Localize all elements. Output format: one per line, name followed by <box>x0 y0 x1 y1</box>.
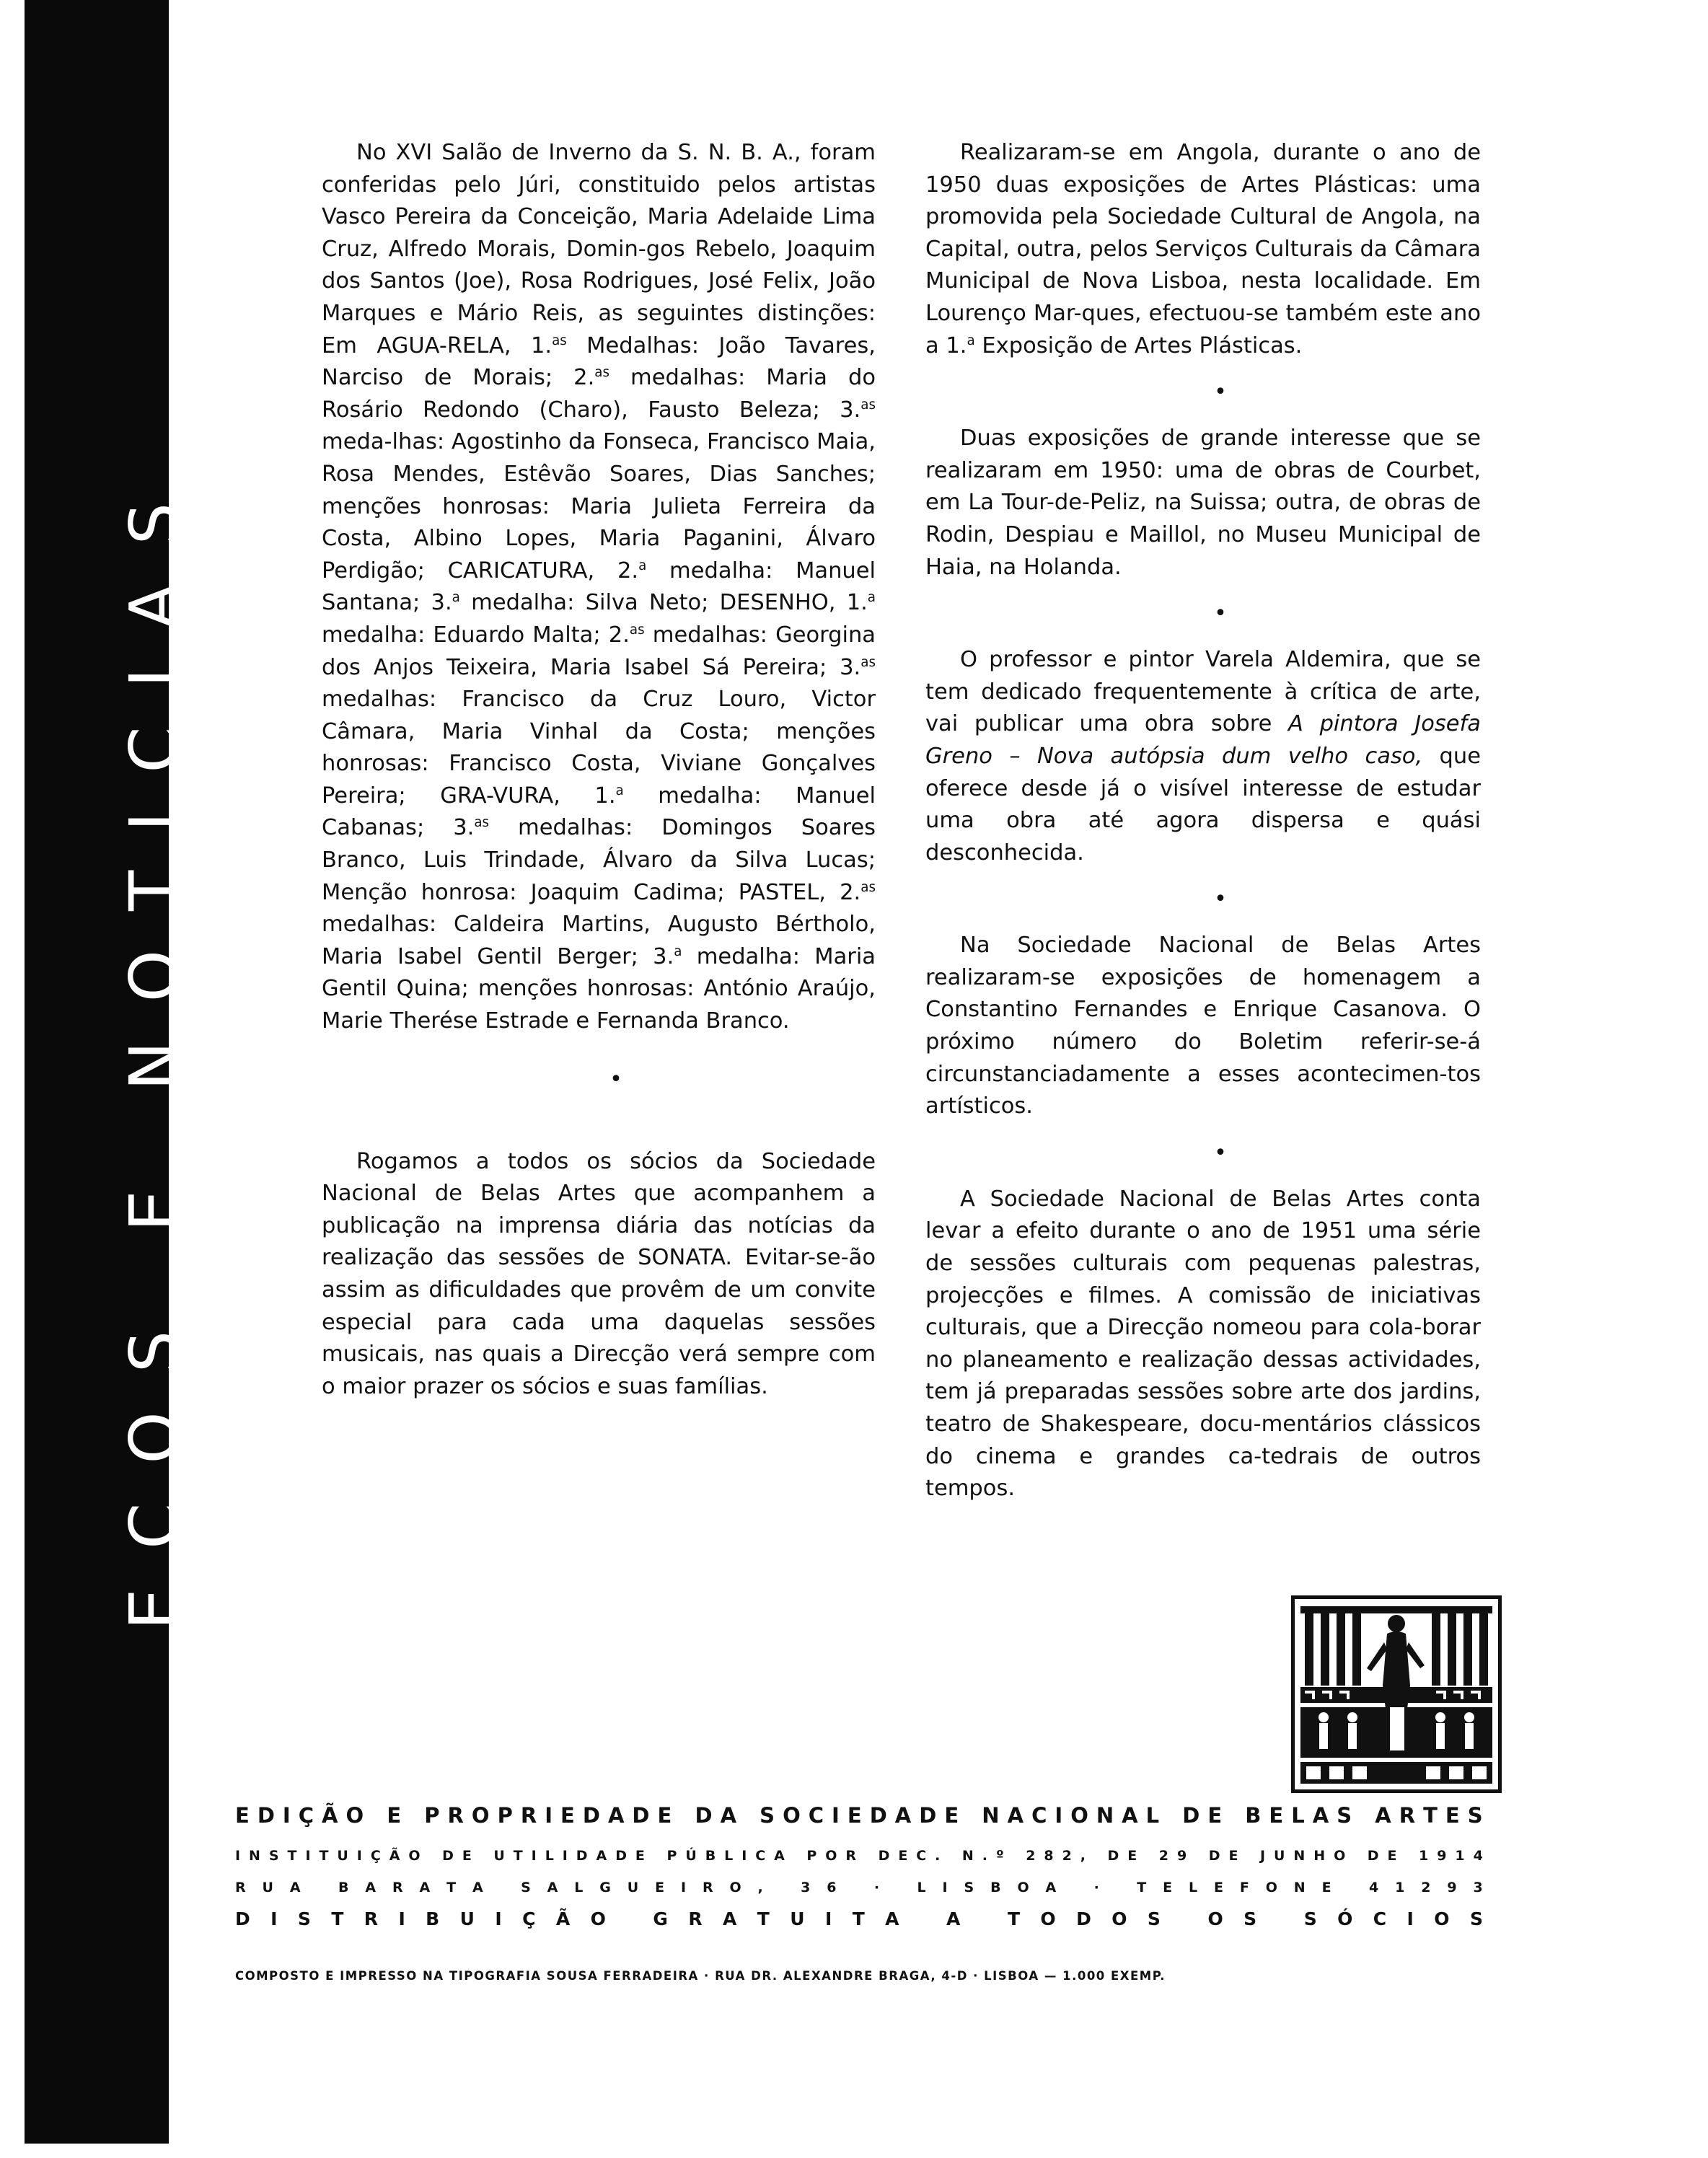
imprint-distribution: D I S T R I B U I Ç Ã O G R A T U I T A A T O D O S O S S Ó C I O S <box>235 1908 1483 1929</box>
separator-bullet: • <box>1214 601 1227 627</box>
imprint-institution: I N S T I T U I Ç Ã O D E U T I L I D A D E P Ú B L I C A P O R D E C . N . º 2 8 2 , D E 2 9 D E J U N H O D E 1 9 1 4 <box>235 1848 1483 1864</box>
left-column <box>322 137 876 1403</box>
emblem-graphic <box>1295 1599 1498 1789</box>
article-salao-inverno: No XVI Salão de Inverno da S. N. B. A., foram conferidas pelo Júri, constituido pelos artistas Vasco Pereira da Conceição, Maria Adelaide Lima Cruz, Alfredo Morais, Domin-gos Rebelo, Joaquim dos Santos (Joe), Rosa Rodrigues, José Felix, João Marques e Mário Reis, as seguintes distinções: Em AGUA-RELA, 1.$^{as}$ Medalhas: João Tavares, Narciso de Morais; 2.$^{as}$ medalhas: Maria do Rosário Redondo (Charo), Fausto Beleza; 3.$^{as}$ meda-lhas: Agostinho da Fonseca, Francisco Maia, Rosa Mendes, Estêvão Soares, Dias Sanches; menções honrosas: Maria Julieta Ferreira da Costa, Albino Lopes, Maria Paganini, Álvaro Perdigão; CARICATURA, 2.$^a$ medalha: Manuel Santana; 3.$^a$ medalha: Silva Neto; DESENHO, 1.$^a$ medalha: Eduardo Malta; 2.$^{as}$ medalhas: Georgina dos Anjos Teixeira, Maria Isabel Sá Pereira; 3.$^{as}$ medalhas: Francisco da Cruz Louro, Victor Câmara, Maria Vinhal da Costa; menções honrosas: Francisco Costa, Viviane Gonçalves Pereira; GRA-VURA, 1.$^a$ medalha: Manuel Cabanas; 3.$^{as}$ medalhas: Domingos Soares Branco, Luis Trindade, Álvaro da Silva Lucas; Menção honrosa: Joaquim Cadima; PASTEL, 2.$^{as}$ medalhas: Caldeira Martins, Augusto Bértholo, Maria Isabel Gentil Berger; 3.$^a$ medalha: Maria Gentil Quina; menções honrosas: António Araújo, Marie Therése Estrade e Fernanda Branco. <box>322 140 876 1034</box>
article-varela-aldemira: O professor e pintor Varela Aldemira, que se tem dedicado frequentemente à crítica de arte, vai publicar uma obra sobre A pintora Josefa Greno – Nova autópsia dum velho caso, que oferece desde já o visível interesse de estudar uma obra até agora dispersa e quási desconhecida. <box>925 647 1481 866</box>
section-title: ECOS E NOTICIAS <box>115 463 193 1630</box>
separator-bullet: • <box>1214 379 1227 405</box>
separator-bullet: • <box>609 1066 622 1092</box>
imprint-publisher: E D I Ç Ã O E P R O P R I E D A D E D A S O C I E D A D E N A C I O N A L D E B E L A S A R T E S <box>235 1803 1483 1828</box>
article-sessoes-culturais: A Sociedade Nacional de Belas Artes conta levar a efeito durante o ano de 1951 uma série de sessões culturais com pequenas palestras, projecções e filmes. A comissão de iniciativas culturais, que a Direcção nomeou para cola-borar no planeamento e realização dessas actividades, tem já preparadas sessões sobre arte dos jardins, teatro de Shakespeare, docu-mentários clássicos do cinema e grandes ca-tedrais de outros tempos. <box>925 1186 1481 1502</box>
article-homenagem: Na Sociedade Nacional de Belas Artes realizaram-se exposições de homenagem a Constantino Fernandes e Enrique Casanova. O próximo número do Boletim referir-se-á circunstanciadamente a esses acontecimen-tos artísticos. <box>925 933 1481 1119</box>
right-column <box>925 137 1481 1505</box>
society-emblem <box>1291 1595 1502 1793</box>
imprint-address: R U A B A R A T A S A L G U E I R O , 3 6 · L I S B O A · T E L E F O N E 4 1 2 9 3 <box>235 1880 1483 1895</box>
sidebar-band <box>25 0 193 2144</box>
separator-bullet: • <box>1214 1140 1227 1166</box>
separator-bullet: • <box>1214 886 1227 912</box>
article-exposicoes-1950: Duas exposições de grande interesse que se realizaram em 1950: uma de obras de Courbet, em La Tour-de-Peliz, na Suissa; outra, de obras de Rodin, Despiau e Maillol, no Museu Municipal de Haia, na Holanda. <box>925 426 1481 580</box>
article-angola: Realizaram-se em Angola, durante o ano de 1950 duas exposições de Artes Plásticas: uma promovida pela Sociedade Cultural de Angola, na Capital, outra, pelos Serviços Culturais da Câmara Municipal de Nova Lisboa, nesta localidade. Em Lourenço Mar-ques, efectuou-se também este ano a 1.$^a$ Exposição de Artes Plásticas. <box>925 140 1481 358</box>
imprint-printer: COMPOSTO E IMPRESSO NA TIPOGRAFIA SOUSA FERRADEIRA · RUA DR. ALEXANDRE BRAGA, 4-D · LISBOA — 1.000 EXEMP. <box>235 1969 1166 1983</box>
article-sonata: Rogamos a todos os sócios da Sociedade Nacional de Belas Artes que acompanhem a publicação na imprensa diária das notícias da realização das sessões de SONATA. Evitar-se-ão assim as dificuldades que provêm de um convite especial para cada uma daquelas sessões musicais, nas quais a Direcção verá sempre com o maior prazer os sócios e suas famílias. <box>322 1148 876 1399</box>
